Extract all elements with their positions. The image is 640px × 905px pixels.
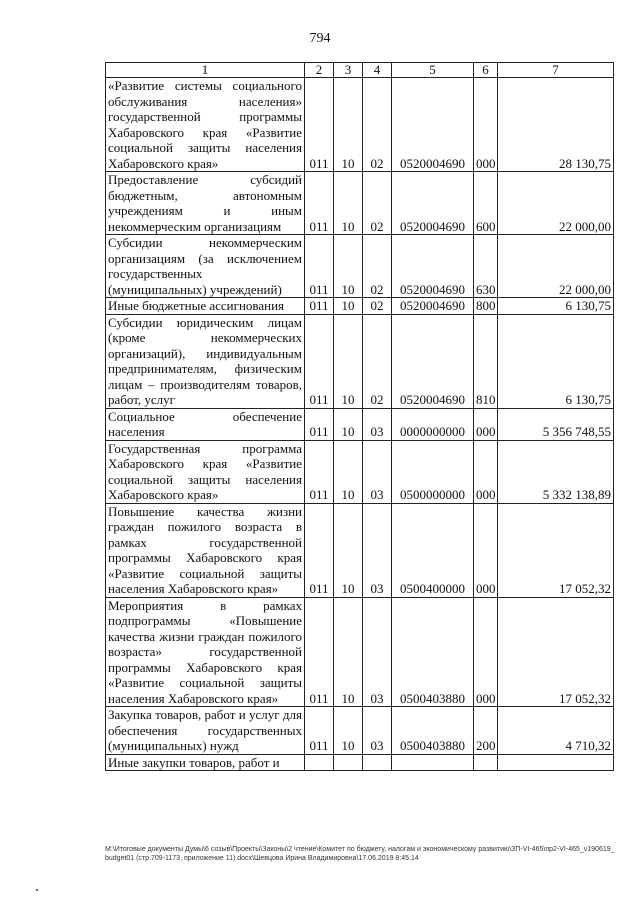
target-article-cell: 0520004690	[392, 298, 474, 315]
row-name-cell: Предоставление субсидий бюджетным, автономным учреждениям и иным некоммерческим организациям	[106, 172, 305, 235]
table-row	[106, 754, 614, 771]
header-cell: 1	[106, 63, 305, 78]
subsection-cell	[363, 754, 392, 771]
row-name-cell: Субсидии юридическим лицам (кроме некоммерческих организаций), индивидуальным предпринимателям, физическим лицам – производителям товаров, работ, услуг	[106, 314, 305, 408]
row-name-cell: Субсидии некоммерческим организациям (за исключением государственных (муниципальных) учреждений)	[106, 235, 305, 298]
admin-code-cell: 011	[305, 597, 334, 707]
subsection-cell: 03	[363, 503, 392, 597]
section-cell: 10	[334, 298, 363, 315]
row-name-cell: Социальное обеспечение населения	[106, 408, 305, 440]
header-cell: 6	[474, 63, 498, 78]
row-name-cell: «Развитие системы социального обслуживания населения» государственной программы Хабаровского края «Развитие социальной защиты населения Хабаровского края»	[106, 78, 305, 172]
target-article-cell: 0500000000	[392, 440, 474, 503]
expense-type-cell: 600	[474, 172, 498, 235]
amount-cell: 17 052,32	[498, 503, 614, 597]
amount-cell: 22 000,00	[498, 235, 614, 298]
amount-cell: 5 332 138,89	[498, 440, 614, 503]
header-cell: 7	[498, 63, 614, 78]
target-article-cell: 0500403880	[392, 707, 474, 755]
subsection-cell: 02	[363, 235, 392, 298]
header-cell: 2	[305, 63, 334, 78]
subsection-cell: 03	[363, 707, 392, 755]
subsection-cell: 02	[363, 314, 392, 408]
row-name-cell: Иные бюджетные ассигнования	[106, 298, 305, 315]
section-cell: 10	[334, 235, 363, 298]
table-header-row	[106, 63, 614, 78]
section-cell: 10	[334, 707, 363, 755]
target-article-cell: 0520004690	[392, 172, 474, 235]
admin-code-cell	[305, 754, 334, 771]
target-article-cell: 0520004690	[392, 235, 474, 298]
target-article-cell: 0520004690	[392, 314, 474, 408]
amount-cell: 5 356 748,55	[498, 408, 614, 440]
admin-code-cell: 011	[305, 314, 334, 408]
table-row	[106, 597, 614, 707]
header-cell: 4	[363, 63, 392, 78]
subsection-cell: 03	[363, 408, 392, 440]
scan-speck	[36, 889, 38, 891]
expense-type-cell: 630	[474, 235, 498, 298]
document-path-footer: М:\Итоговые документы Думы\6 созыв\Проекты\Законы\2 чтение\Комитет по бюджету, налогам и экономическому развитию\ЗП-VI-465\пр2-VI-465_v190619_budget01 (стр.709-1173, приложение 11).docx\Шевцова Ирина Владимировна\17.06.2019 8:45:14	[105, 846, 615, 862]
admin-code-cell: 011	[305, 78, 334, 172]
amount-cell: 28 130,75	[498, 78, 614, 172]
amount-cell: 17 052,32	[498, 597, 614, 707]
amount-cell	[498, 754, 614, 771]
expense-type-cell: 000	[474, 503, 498, 597]
row-name-cell: Иные закупки товаров, работ и	[106, 754, 305, 771]
row-name-cell: Повышение качества жизни граждан пожилого возраста в рамках государственной программы Хабаровского края «Развитие социальной защиты населения Хабаровского края»	[106, 503, 305, 597]
section-cell: 10	[334, 314, 363, 408]
section-cell: 10	[334, 172, 363, 235]
expense-type-cell: 000	[474, 440, 498, 503]
row-name-cell: Мероприятия в рамках подпрограммы «Повышение качества жизни граждан пожилого возраста» государственной программы Хабаровского края «Развитие социальной защиты населения Хабаровского края»	[106, 597, 305, 707]
admin-code-cell: 011	[305, 408, 334, 440]
subsection-cell: 03	[363, 597, 392, 707]
table-row	[106, 235, 614, 298]
amount-cell: 6 130,75	[498, 298, 614, 315]
section-cell: 10	[334, 440, 363, 503]
target-article-cell: 0000000000	[392, 408, 474, 440]
admin-code-cell: 011	[305, 440, 334, 503]
admin-code-cell: 011	[305, 172, 334, 235]
section-cell: 10	[334, 503, 363, 597]
subsection-cell: 03	[363, 440, 392, 503]
table-row	[106, 440, 614, 503]
admin-code-cell: 011	[305, 235, 334, 298]
target-article-cell: 0500403880	[392, 597, 474, 707]
subsection-cell: 02	[363, 78, 392, 172]
table-row	[106, 314, 614, 408]
amount-cell: 6 130,75	[498, 314, 614, 408]
admin-code-cell: 011	[305, 707, 334, 755]
table-row	[106, 172, 614, 235]
expense-type-cell: 000	[474, 408, 498, 440]
table-row	[106, 298, 614, 315]
target-article-cell	[392, 754, 474, 771]
expense-type-cell: 000	[474, 597, 498, 707]
header-cell: 5	[392, 63, 474, 78]
row-name-cell: Государственная программа Хабаровского края «Развитие социальной защиты населения Хабаровского края»	[106, 440, 305, 503]
expense-type-cell: 200	[474, 707, 498, 755]
row-name-cell: Закупка товаров, работ и услуг для обеспечения государственных (муниципальных) нужд	[106, 707, 305, 755]
target-article-cell: 0520004690	[392, 78, 474, 172]
budget-table	[105, 62, 614, 771]
table-row	[106, 408, 614, 440]
section-cell: 10	[334, 78, 363, 172]
table-row	[106, 707, 614, 755]
expense-type-cell	[474, 754, 498, 771]
admin-code-cell: 011	[305, 298, 334, 315]
table-row	[106, 503, 614, 597]
section-cell: 10	[334, 408, 363, 440]
expense-type-cell: 800	[474, 298, 498, 315]
table-row	[106, 78, 614, 172]
header-cell: 3	[334, 63, 363, 78]
page-number: 794	[309, 31, 331, 46]
expense-type-cell: 810	[474, 314, 498, 408]
amount-cell: 22 000,00	[498, 172, 614, 235]
admin-code-cell: 011	[305, 503, 334, 597]
section-cell: 10	[334, 597, 363, 707]
subsection-cell: 02	[363, 298, 392, 315]
subsection-cell: 02	[363, 172, 392, 235]
amount-cell: 4 710,32	[498, 707, 614, 755]
target-article-cell: 0500400000	[392, 503, 474, 597]
expense-type-cell: 000	[474, 78, 498, 172]
section-cell	[334, 754, 363, 771]
